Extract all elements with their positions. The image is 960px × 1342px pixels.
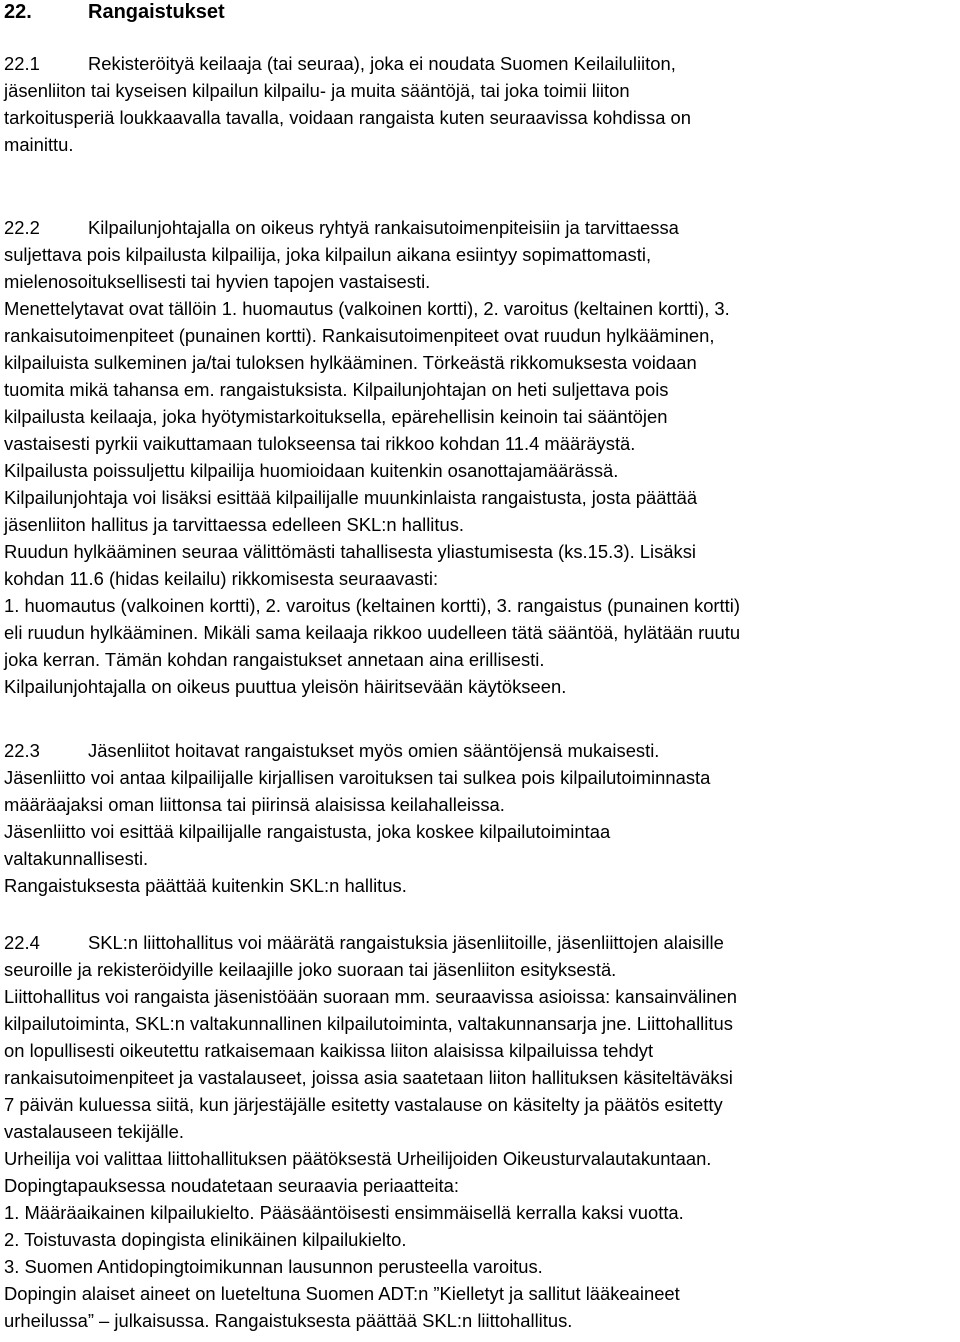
line-text: Liittohallitus voi rangaista jäsenistöään suoraan mm. seuraavissa asioissa: kansainvälinen <box>4 986 737 1007</box>
line-text: Rangaistuksesta päättää kuitenkin SKL:n hallitus. <box>4 875 407 896</box>
line-text: Urheilija voi valittaa liittohallituksen päätöksestä Urheilijoiden Oikeusturvalautakuntaan. <box>4 1148 712 1169</box>
paragraph-line <box>4 956 737 983</box>
line-text: 2. Toistuvasta dopingista elinikäinen kilpailukielto. <box>4 1229 407 1250</box>
paragraph-line <box>4 929 737 956</box>
paragraph-line <box>4 349 740 376</box>
line-text: 1. huomautus (valkoinen kortti), 2. varoitus (keltainen kortti), 3. rangaistus (punainen kortti) <box>4 595 740 616</box>
line-text: mielenosoituksellisesti tai hyvien tapojen vastaisesti. <box>4 271 431 292</box>
paragraph-line <box>4 1172 737 1199</box>
line-text: Dopingin alaiset aineet on lueteltuna Suomen ADT:n ”Kielletyt ja sallitut lääkeaineet <box>4 1283 680 1304</box>
paragraph-line <box>4 50 691 77</box>
section-heading <box>4 0 225 24</box>
line-text: tuomita mikä tahansa em. rangaistuksista. Kilpailunjohtajan on heti suljettava pois <box>4 379 669 400</box>
line-text: tarkoitusperiä loukkaavalla tavalla, voidaan rangaista kuten seuraavissa kohdissa on <box>4 107 691 128</box>
line-text: on lopullisesti oikeutettu ratkaisemaan kaikissa liiton alaisissa kilpailuissa tehdyt <box>4 1040 654 1061</box>
line-text: vastalauseen tekijälle. <box>4 1121 184 1142</box>
paragraph-line <box>4 1064 737 1091</box>
line-text: valtakunnallisesti. <box>4 848 149 869</box>
paragraph-line <box>4 1010 737 1037</box>
line-text: kilpailutoiminta, SKL:n valtakunnallinen kilpailutoiminta, valtakunnansarja jne. Liittohallitus <box>4 1013 733 1034</box>
paragraph-line <box>4 1091 737 1118</box>
line-text: Jäsenliitot hoitavat rangaistukset myös omien sääntöjensä mukaisesti. <box>88 740 660 761</box>
line-text: mainittu. <box>4 134 74 155</box>
paragraph-line <box>4 1145 737 1172</box>
paragraph-line <box>4 457 740 484</box>
line-text: urheilussa” – julkaisussa. Rangaistuksesta päättää SKL:n liittohallitus. <box>4 1310 573 1331</box>
paragraph-line <box>4 646 740 673</box>
line-text: vastaisesti pyrkii vaikuttamaan tulokseensa tai rikkoo kohdan 11.4 määräystä. <box>4 433 636 454</box>
line-text: eli ruudun hylkääminen. Mikäli sama keilaaja rikkoo uudelleen tätä sääntöä, hylätään ruutu <box>4 622 741 643</box>
line-text: rankaisutoimenpiteet (punainen kortti). Rankaisutoimenpiteet ovat ruudun hylkääminen, <box>4 325 715 346</box>
line-text: joka kerran. Tämän kohdan rangaistukset annetaan aina erillisesti. <box>4 649 545 670</box>
paragraph-line <box>4 511 740 538</box>
line-text: Jäsenliitto voi esittää kilpailijalle rangaistusta, joka koskee kilpailutoimintaa <box>4 821 611 842</box>
line-text: suljettava pois kilpailusta kilpailija, joka kilpailun aikana esiintyy sopimattomasti, <box>4 244 652 265</box>
paragraph-line <box>4 376 740 403</box>
heading-number: 22. <box>4 1 32 23</box>
line-text: Ruudun hylkääminen seuraa välittömästi tahallisesta yliastumisesta (ks.15.3). Lisäksi <box>4 541 697 562</box>
paragraph-line <box>4 845 710 872</box>
line-text: jäsenliiton hallitus ja tarvittaessa edelleen SKL:n hallitus. <box>4 514 465 535</box>
line-text: 7 päivän kuluessa siitä, kun järjestäjälle esitetty vastalause on käsitelty ja päätös esitetty <box>4 1094 723 1115</box>
line-text: Kilpailunjohtaja voi lisäksi esittää kilpailijalle muunkinlaista rangaistusta, josta päättää <box>4 487 698 508</box>
line-text: kilpailusta keilaaja, joka hyötymistarkoituksella, epärehellisin keinoin tai sääntöjen <box>4 406 668 427</box>
paragraph-line <box>4 565 740 592</box>
section-number: 22.2 <box>4 217 40 238</box>
line-text: seuroille ja rekisteröidyille keilaajille joko suoraan tai jäsenliiton esityksestä. <box>4 959 617 980</box>
line-text: määräajaksi oman liittonsa tai piirinsä alaisissa keilahalleissa. <box>4 794 505 815</box>
paragraph-line <box>4 1199 737 1226</box>
line-text: Rekisteröityä keilaaja (tai seuraa), joka ei noudata Suomen Keilailuliiton, <box>88 53 676 74</box>
line-text: kohdan 11.6 (hidas keilailu) rikkomisesta seuraavasti: <box>4 568 439 589</box>
paragraph-line <box>4 430 740 457</box>
section-22-2 <box>4 214 740 700</box>
paragraph-line <box>4 1037 737 1064</box>
paragraph-line <box>4 538 740 565</box>
paragraph-line <box>4 1280 737 1307</box>
heading-title: Rangaistukset <box>88 1 225 23</box>
paragraph-line <box>4 322 740 349</box>
paragraph-line <box>4 1253 737 1280</box>
paragraph-line <box>4 1226 737 1253</box>
paragraph-line <box>4 268 740 295</box>
paragraph-line <box>4 619 740 646</box>
line-text: rankaisutoimenpiteet ja vastalauseet, joissa asia saatetaan liiton hallituksen käsiteltäväksi <box>4 1067 733 1088</box>
line-text: Menettelytavat ovat tällöin 1. huomautus (valkoinen kortti), 2. varoitus (keltainen kortti), 3. <box>4 298 730 319</box>
paragraph-line <box>4 791 710 818</box>
paragraph-line <box>4 818 710 845</box>
paragraph-line <box>4 1118 737 1145</box>
paragraph-line <box>4 131 691 158</box>
paragraph-line <box>4 484 740 511</box>
paragraph-line <box>4 403 740 430</box>
paragraph-line <box>4 673 740 700</box>
paragraph-line <box>4 295 740 322</box>
line-text: kilpailuista sulkeminen ja/tai tuloksen hylkääminen. Törkeästä rikkomuksesta voidaan <box>4 352 697 373</box>
paragraph-line <box>4 592 740 619</box>
paragraph-line <box>4 737 710 764</box>
paragraph-line <box>4 872 710 899</box>
line-text: Kilpailunjohtajalla on oikeus ryhtyä rankaisutoimenpiteisiin ja tarvittaessa <box>88 217 679 238</box>
section-number: 22.1 <box>4 53 40 74</box>
paragraph-line <box>4 214 740 241</box>
line-text: Kilpailunjohtajalla on oikeus puuttua yleisön häiritsevään käytökseen. <box>4 676 567 697</box>
section-number: 22.4 <box>4 932 40 953</box>
paragraph-line <box>4 104 691 131</box>
line-text: Jäsenliitto voi antaa kilpailijalle kirjallisen varoituksen tai sulkea pois kilpailutoiminnasta <box>4 767 711 788</box>
line-text: SKL:n liittohallitus voi määrätä rangaistuksia jäsenliitoille, jäsenliittojen alaisille <box>88 932 724 953</box>
line-text: jäsenliiton tai kyseisen kilpailun kilpailu- ja muita sääntöjä, tai joka toimii liiton <box>4 80 630 101</box>
paragraph-line <box>4 1307 737 1334</box>
line-text: 1. Määräaikainen kilpailukielto. Pääsääntöisesti ensimmäisellä kerralla kaksi vuotta. <box>4 1202 684 1223</box>
line-text: Kilpailusta poissuljettu kilpailija huomioidaan kuitenkin osanottajamäärässä. <box>4 460 619 481</box>
section-22-3 <box>4 737 710 899</box>
paragraph-line <box>4 983 737 1010</box>
line-text: Dopingtapauksessa noudatetaan seuraavia periaatteita: <box>4 1175 459 1196</box>
section-22-1 <box>4 50 691 158</box>
section-22-4 <box>4 929 737 1334</box>
line-text: 3. Suomen Antidopingtoimikunnan lausunnon perusteella varoitus. <box>4 1256 543 1277</box>
paragraph-line <box>4 77 691 104</box>
paragraph-line <box>4 241 740 268</box>
section-number: 22.3 <box>4 740 40 761</box>
paragraph-line <box>4 764 710 791</box>
